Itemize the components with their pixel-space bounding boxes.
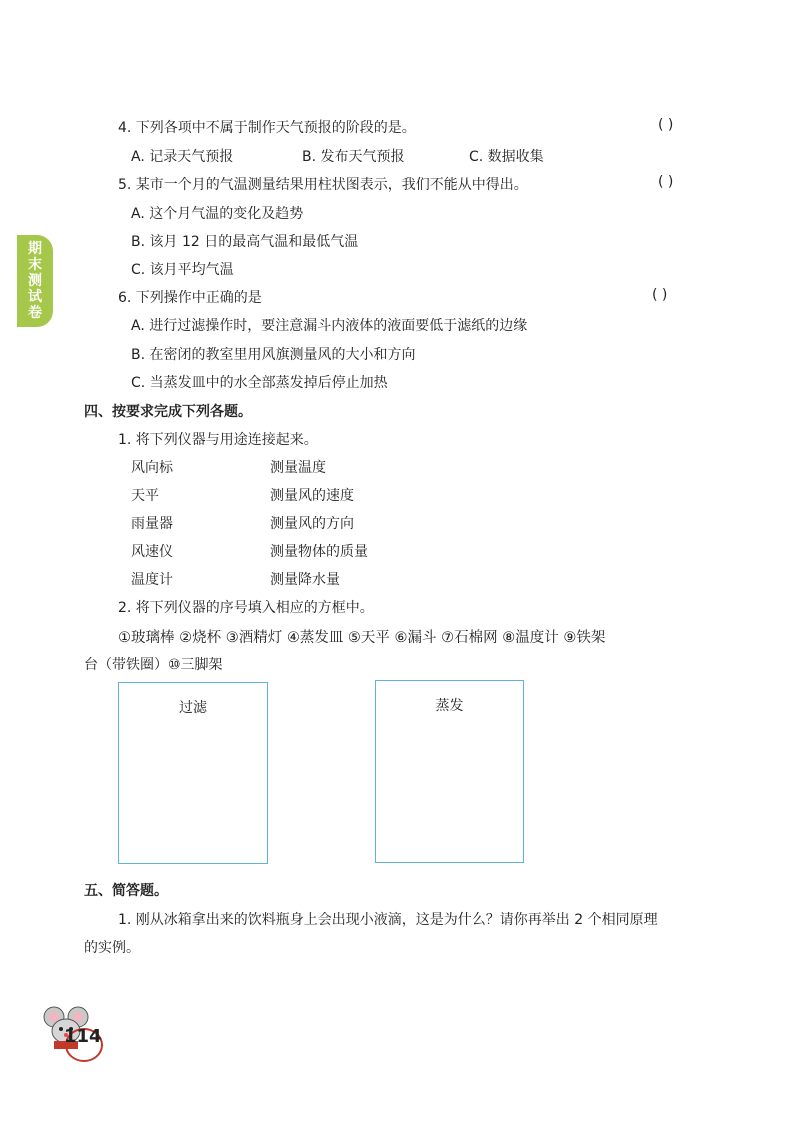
instrument-item[interactable]: 天平 bbox=[131, 488, 159, 504]
instrument-list-line-1: ①玻璃棒 ②烧杯 ③酒精灯 ④蒸发皿 ⑤天平 ⑥漏斗 ⑦石棉网 ⑧温度计 ⑨铁架 bbox=[118, 630, 606, 646]
q4-option-b: B. 发布天气预报 bbox=[302, 149, 405, 165]
side-tab bbox=[17, 235, 53, 327]
q5-option-a: A. 这个月气温的变化及趋势 bbox=[131, 206, 304, 222]
use-item[interactable]: 测量降水量 bbox=[270, 572, 340, 588]
answer-paren-6[interactable]: ( ) bbox=[652, 287, 668, 303]
evaporate-answer-box[interactable] bbox=[375, 680, 524, 863]
s4-question-1: 1. 将下列仪器与用途连接起来。 bbox=[118, 432, 318, 448]
instrument-list-line-2: 台（带铁圈）⑩三脚架 bbox=[84, 657, 223, 673]
question-4: 4. 下列各项中不属于制作天气预报的阶段的是。 bbox=[118, 120, 416, 136]
q4-option-a: A. 记录天气预报 bbox=[131, 149, 234, 165]
q6-option-a: A. 进行过滤操作时，要注意漏斗内液体的液面要低于滤纸的边缘 bbox=[131, 318, 528, 334]
q5-option-c: C. 该月平均气温 bbox=[131, 262, 234, 278]
use-item[interactable]: 测量物体的质量 bbox=[270, 544, 368, 560]
instrument-item[interactable]: 风速仪 bbox=[131, 544, 173, 560]
use-item[interactable]: 测量风的方向 bbox=[270, 516, 354, 532]
use-item[interactable]: 测量风的速度 bbox=[270, 488, 354, 504]
question-6: 6. 下列操作中正确的是 bbox=[118, 290, 262, 306]
q6-option-c: C. 当蒸发皿中的水全部蒸发掉后停止加热 bbox=[131, 375, 388, 391]
section-5-heading: 五、简答题。 bbox=[84, 883, 168, 899]
s4-question-2: 2. 将下列仪器的序号填入相应的方框中。 bbox=[118, 600, 374, 616]
section-4-heading: 四、按要求完成下列各题。 bbox=[84, 404, 252, 420]
answer-paren-5[interactable]: ( ) bbox=[658, 174, 674, 190]
question-5: 5. 某市一个月的气温测量结果用柱状图表示，我们不能从中得出。 bbox=[118, 177, 528, 193]
use-item[interactable]: 测量温度 bbox=[270, 460, 326, 476]
s5-question-1-cont: 的实例。 bbox=[84, 940, 140, 956]
filter-answer-box[interactable] bbox=[118, 682, 268, 864]
filter-box-label: 过滤 bbox=[179, 700, 207, 716]
instrument-item[interactable]: 雨量器 bbox=[131, 516, 173, 532]
q6-option-b: B. 在密闭的教室里用风旗测量风的大小和方向 bbox=[131, 347, 416, 363]
q4-option-c: C. 数据收集 bbox=[469, 149, 544, 165]
evaporate-box-label: 蒸发 bbox=[435, 698, 464, 714]
s5-question-1: 1. 刚从冰箱拿出来的饮料瓶身上会出现小液滴，这是为什么？请你再举出 2 个相同原理 bbox=[118, 912, 658, 928]
answer-paren-4[interactable]: ( ) bbox=[658, 117, 674, 133]
page-number: 114 bbox=[64, 1026, 102, 1047]
instrument-item[interactable]: 风向标 bbox=[131, 460, 173, 476]
q5-option-b: B. 该月 12 日的最高气温和最低气温 bbox=[131, 234, 359, 250]
side-tab-label: 期末测试卷 bbox=[28, 241, 42, 321]
instrument-item[interactable]: 温度计 bbox=[131, 572, 173, 588]
